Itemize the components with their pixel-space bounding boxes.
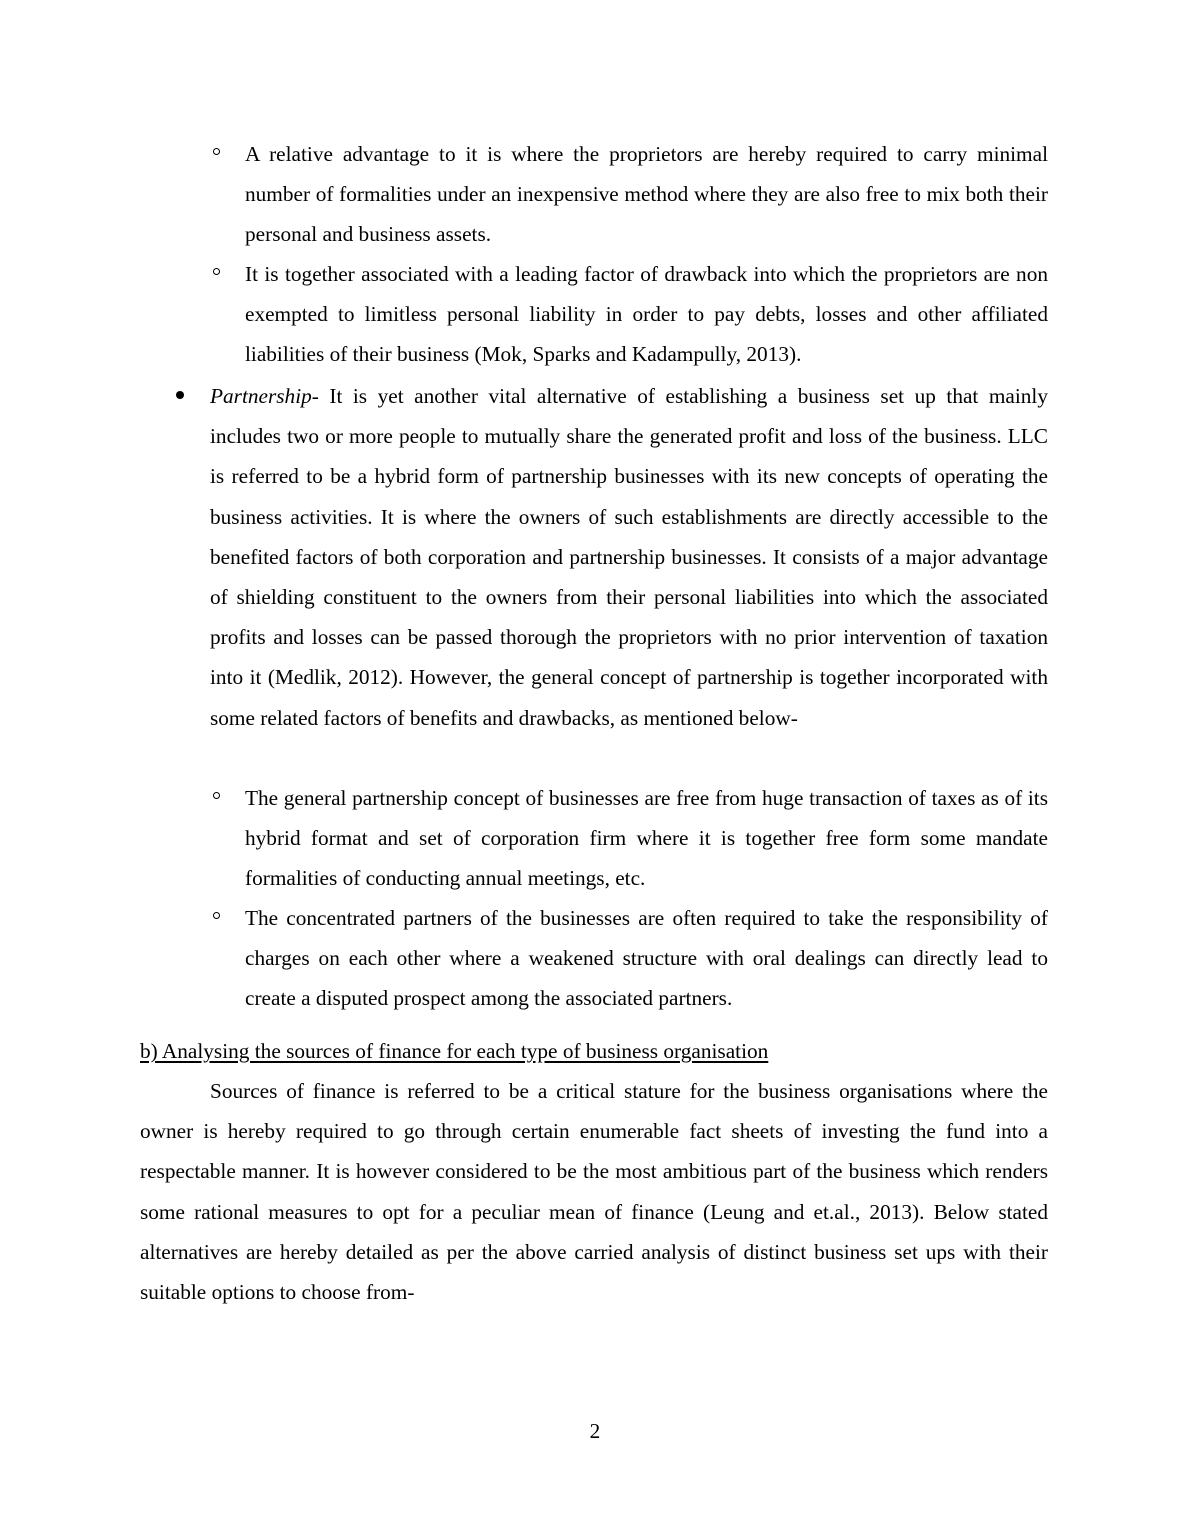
page-number: 2 bbox=[589, 1419, 601, 1443]
hollow-circle-bullet-icon bbox=[213, 792, 225, 804]
filled-bullet-icon bbox=[176, 391, 184, 399]
sub-list-item-partnership-benefit: The general partnership concept of businesses are free from huge transaction of taxes as of its hybrid format and set of corporation firm where it is together free form some mandate formalities of conducting annual meetings, etc. bbox=[245, 786, 1048, 891]
hollow-circle-bullet-icon bbox=[213, 148, 225, 160]
section-heading: b) Analysing the sources of finance for each type of business organisation bbox=[140, 1039, 769, 1063]
partnership-description: - It is yet another vital alternative of establishing a business set up that mainly includes two or more people to mutually share the generated profit and loss of the business. LLC is referred to be a hybrid form of partnership businesses with its new concepts of operating the business activities. It is where the owners of such establishments are directly accessible to the benefited factors of both corporation and partnership businesses. It consists of a major advantage of shielding constituent to the owners from their personal liabilities into which the associated profits and losses can be passed thorough the proprietors with no prior intervention of taxation into it (Medlik, 2012). However, the general concept of partnership is together incorporated with some related factors of benefits and drawbacks, as mentioned below- bbox=[210, 384, 1048, 730]
body-paragraph: Sources of finance is referred to be a critical stature for the business organisations where the owner is hereby required to go through certain enumerable fact sheets of investing the fund into a respectable manner. It is however considered to be the most ambitious part of the business which renders some rational measures to opt for a peculiar mean of finance (Leung and et.al., 2013). Below stated alternatives are hereby detailed as per the above carried analysis of distinct business set ups with their suitable options to choose from- bbox=[140, 1079, 1048, 1305]
partnership-term: Partnership bbox=[210, 384, 312, 408]
hollow-circle-bullet-icon bbox=[213, 912, 225, 924]
list-item-partnership bbox=[210, 376, 1048, 738]
sub-list-item-advantage: A relative advantage to it is where the proprietors are hereby required to carry minimal number of formalities under an inexpensive method where they are also free to mix both their personal and business assets. bbox=[245, 142, 1048, 247]
sub-list-item-partnership-drawback: The concentrated partners of the businesses are often required to take the responsibility of charges on each other where a weakened structure with oral dealings can directly lead to create a disputed prospect among the associated partners. bbox=[245, 906, 1048, 1011]
sub-list-item-drawback: It is together associated with a leading factor of drawback into which the proprietors are non exempted to limitless personal liability in order to pay debts, losses and other affiliated liabilities of their business (Mok, Sparks and Kadampully, 2013). bbox=[245, 262, 1048, 367]
hollow-circle-bullet-icon bbox=[213, 268, 225, 280]
